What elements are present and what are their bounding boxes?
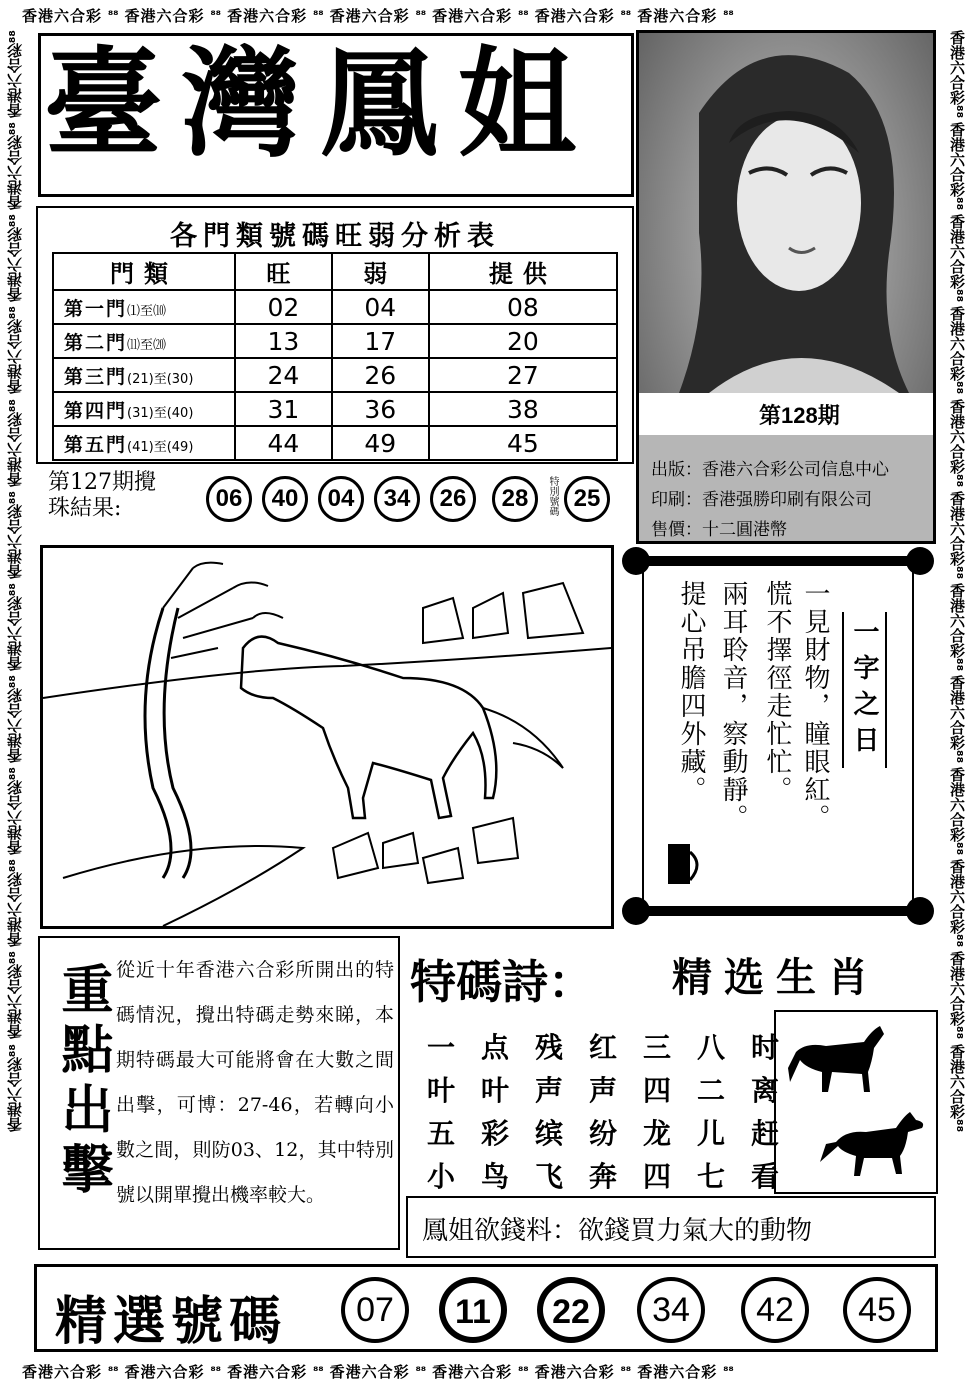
door-name: 第四門 <box>64 399 128 422</box>
riddle-box <box>406 1196 936 1258</box>
poem-char: 二 <box>696 1074 725 1107</box>
poem-char: 纷 <box>588 1117 617 1150</box>
border-phrase: 香港六合彩 <box>534 6 615 25</box>
border-phrase: 香港六合彩⁸⁸ <box>6 306 24 395</box>
selected-number-ball: 34 <box>637 1277 705 1343</box>
strong-cell: 31 <box>235 392 332 426</box>
poem-char: 鸟 <box>480 1160 509 1193</box>
poem-char: 儿 <box>696 1117 725 1150</box>
border-phrase: 香港六合彩⁸⁸ <box>6 582 24 671</box>
border-phrase: 香港六合彩⁸⁸ <box>6 398 24 487</box>
border-separator: ⁸⁸ <box>313 1364 324 1378</box>
border-phrase: 香港六合彩⁸⁸ <box>948 214 966 303</box>
poem-char: 四 <box>642 1160 671 1193</box>
poem-char: 飞 <box>534 1160 563 1193</box>
border-phrase: 香港六合彩⁸⁸ <box>6 951 24 1040</box>
border-phrase: 香港六合彩 <box>22 6 103 25</box>
border-phrase: 香港六合彩 <box>432 1362 513 1381</box>
door-name: 第五門 <box>64 433 128 456</box>
poem-line: 提心吊膽四外藏。 <box>676 580 706 804</box>
key-points-heading: 重點出擊 <box>52 962 113 1202</box>
border-separator: ⁸⁸ <box>723 1364 734 1378</box>
door-range: (31)至(40) <box>127 405 194 421</box>
door-cell <box>53 392 235 426</box>
poem-scroll <box>622 550 934 922</box>
door-range: ⑾至⒇ <box>127 337 167 353</box>
door-cell <box>53 324 235 358</box>
selected-numbers-label: 精選號碼 <box>55 1291 288 1352</box>
border-phrase: 香港六合彩 <box>124 6 205 25</box>
border-phrase: 香港六合彩 <box>637 1362 718 1381</box>
table-row <box>53 290 617 324</box>
horse-illustration <box>40 545 614 929</box>
table-header-row <box>53 253 617 290</box>
border-phrase: 香港六合彩⁸⁸ <box>6 859 24 948</box>
selected-number-ball: 42 <box>741 1277 809 1343</box>
border-phrase: 香港六合彩⁸⁸ <box>948 30 966 119</box>
zodiac-pick-label: 精选生肖 <box>672 954 880 1001</box>
poem-char: 点 <box>480 1031 509 1064</box>
border-phrase: 香港六合彩⁸⁸ <box>948 674 966 764</box>
door-name: 第一門 <box>64 297 128 320</box>
header-offer: 提供 <box>429 253 617 290</box>
weak-cell: 17 <box>332 324 429 358</box>
analysis-table-box <box>36 206 634 464</box>
border-separator: ⁸⁸ <box>415 8 427 22</box>
right-border-strip <box>942 30 972 1356</box>
border-phrase: 香港六合彩⁸⁸ <box>6 30 24 119</box>
poem-line: 一見財物，瞳眼紅。 <box>800 580 830 832</box>
poem-char: 奔 <box>588 1160 617 1193</box>
left-border-strip <box>0 30 30 1356</box>
border-phrase: 香港六合彩 <box>22 1362 103 1381</box>
poem-char: 五 <box>426 1117 455 1150</box>
border-phrase: 香港六合彩 <box>124 1362 205 1381</box>
cover-photo <box>636 30 936 544</box>
door-range: ⑴至⑽ <box>127 303 167 319</box>
bottom-border-strip <box>0 1356 972 1386</box>
selected-number-ball: 11 <box>439 1277 507 1343</box>
door-cell <box>53 358 235 392</box>
top-border-strip <box>0 0 972 30</box>
header-door: 門類 <box>53 253 235 290</box>
result-ball: 26 <box>430 476 476 522</box>
riddle-text: 鳳姐欲錢料：欲錢買力氣大的動物 <box>422 1216 813 1246</box>
scroll-knob <box>622 897 650 925</box>
border-phrase: 香港六合彩 <box>329 1362 410 1381</box>
title-underline <box>61 194 611 197</box>
special-result-ball: 25 <box>564 476 610 522</box>
border-phrase: 香港六合彩⁸⁸ <box>948 859 966 948</box>
selected-number-ball: 22 <box>537 1277 605 1343</box>
analysis-title: 各門類號碼旺弱分析表 <box>170 221 500 252</box>
border-phrase: 香港六合彩⁸⁸ <box>6 1043 24 1132</box>
weak-cell: 36 <box>332 392 429 426</box>
border-separator: ⁸⁸ <box>518 8 529 22</box>
door-name: 第三門 <box>64 365 128 388</box>
selected-number-ball: 45 <box>843 1277 911 1343</box>
selected-numbers-box <box>34 1264 938 1352</box>
border-separator: ⁸⁸ <box>313 8 324 22</box>
poem-char: 残 <box>534 1031 563 1064</box>
border-phrase: 香港六合彩 <box>227 1362 308 1381</box>
border-separator: ⁸⁸ <box>723 8 734 22</box>
poem-char: 声 <box>534 1074 563 1107</box>
border-separator: ⁸⁸ <box>620 8 632 22</box>
border-phrase: 香港六合彩⁸⁸ <box>948 582 966 671</box>
horse-drawing <box>43 548 611 926</box>
issue-number: 第128期 <box>759 403 840 428</box>
table-row <box>53 358 617 392</box>
strong-cell: 02 <box>235 290 332 324</box>
border-phrase: 香港六合彩⁸⁸ <box>948 398 966 487</box>
poem-char: 缤 <box>534 1117 563 1150</box>
poem-char: 声 <box>588 1074 617 1107</box>
border-phrase: 香港六合彩⁸⁸ <box>948 306 966 395</box>
door-range: (21)至(30) <box>127 371 194 387</box>
strong-cell: 24 <box>235 358 332 392</box>
strong-cell: 13 <box>235 324 332 358</box>
previous-label-line2: 珠結果: <box>48 496 122 521</box>
poem-char: 叶 <box>426 1074 455 1107</box>
poem-char: 赶 <box>750 1117 779 1150</box>
result-ball: 34 <box>374 476 420 522</box>
poem-char: 彩 <box>480 1117 509 1150</box>
offer-cell: 45 <box>429 426 617 460</box>
poem-char: 八 <box>696 1031 725 1064</box>
border-phrase: 香港六合彩 <box>432 6 513 25</box>
door-cell <box>53 426 235 460</box>
scroll-knob <box>906 897 934 925</box>
poem-char: 时 <box>750 1031 779 1064</box>
price-line: 售價：十二圓港幣 <box>651 520 787 540</box>
border-phrase: 香港六合彩⁸⁸ <box>6 214 24 303</box>
border-phrase: 香港六合彩 <box>637 6 718 25</box>
offer-cell: 20 <box>429 324 617 358</box>
key-points-box <box>38 936 400 1250</box>
border-phrase: 香港六合彩⁸⁸ <box>6 490 24 579</box>
result-ball: 06 <box>206 476 252 522</box>
border-phrase: 香港六合彩 <box>329 6 410 25</box>
page-title: 臺灣鳳姐 <box>43 34 596 173</box>
border-separator: ⁸⁸ <box>210 8 222 22</box>
door-name: 第二門 <box>64 331 128 354</box>
weak-cell: 04 <box>332 290 429 324</box>
border-phrase: 香港六合彩⁸⁸ <box>6 122 24 211</box>
previous-result-label <box>48 470 156 522</box>
result-ball: 40 <box>262 476 308 522</box>
offer-cell: 08 <box>429 290 617 324</box>
border-phrase: 香港六合彩⁸⁸ <box>948 767 966 856</box>
border-phrase: 香港六合彩⁸⁸ <box>948 490 966 579</box>
publisher-line: 出版：香港六合彩公司信息中心 <box>651 460 889 480</box>
table-row <box>53 324 617 358</box>
border-separator: ⁸⁸ <box>210 1364 222 1378</box>
border-separator: ⁸⁸ <box>108 1364 119 1378</box>
poem-char: 七 <box>696 1160 725 1193</box>
border-phrase: 香港六合彩 <box>227 6 308 25</box>
analysis-table <box>52 252 618 461</box>
poem-char: 红 <box>588 1031 617 1064</box>
border-separator: ⁸⁸ <box>620 1364 632 1378</box>
table-row <box>53 392 617 426</box>
seal-icon <box>666 842 706 886</box>
poem-char: 叶 <box>480 1074 509 1107</box>
key-points-text: 從近十年香港六合彩所開出的特碼情況，攪出特碼走勢來睇，本期特碼最大可能將會在大數之間出擊，可博：27-46，若轉向小數之間，則防03、12，其中特別號以開單攪出機率較大。 <box>116 959 394 1206</box>
offer-cell: 27 <box>429 358 617 392</box>
weak-cell: 26 <box>332 358 429 392</box>
special-number-tag: 特別號碼 <box>547 476 558 516</box>
border-separator: ⁸⁸ <box>415 1364 427 1378</box>
border-phrase: 香港六合彩⁸⁸ <box>948 122 966 211</box>
border-phrase: 香港六合彩⁸⁸ <box>948 951 966 1040</box>
border-phrase: 香港六合彩 <box>534 1362 615 1381</box>
special-code-label: 特碼詩： <box>410 955 594 1009</box>
previous-label-line1: 第127期攪 <box>48 470 156 495</box>
border-separator: ⁸⁸ <box>108 8 119 22</box>
poem-char: 看 <box>750 1160 779 1193</box>
border-phrase: 香港六合彩⁸⁸ <box>6 767 24 856</box>
dog-icon <box>820 1112 923 1176</box>
strong-cell: 44 <box>235 426 332 460</box>
zodiac-animals-box <box>774 1010 938 1194</box>
poem-line: 慌不擇徑走忙忙。 <box>762 580 792 804</box>
offer-cell: 38 <box>429 392 617 426</box>
poem-char: 龙 <box>642 1117 671 1150</box>
horse-and-dog-icons <box>776 1012 936 1192</box>
poem-heading: 一字之日 <box>842 612 887 768</box>
border-phrase: 香港六合彩⁸⁸ <box>948 1043 966 1132</box>
result-ball: 04 <box>318 476 364 522</box>
poem-char: 三 <box>642 1031 671 1064</box>
result-ball: 28 <box>492 476 538 522</box>
border-separator: ⁸⁸ <box>518 1364 529 1378</box>
poem-char: 一 <box>426 1031 455 1064</box>
special-code-poem-grid <box>414 1026 792 1198</box>
door-range: (41)至(49) <box>127 439 194 455</box>
door-cell <box>53 290 235 324</box>
poem-char: 小 <box>426 1160 455 1193</box>
weak-cell: 49 <box>332 426 429 460</box>
border-phrase: 香港六合彩⁸⁸ <box>6 674 24 764</box>
poem-line: 兩耳聆音，察動靜。 <box>718 580 748 832</box>
selected-number-ball: 07 <box>341 1277 409 1343</box>
horse-icon <box>788 1026 884 1092</box>
scroll-bottom-rod <box>630 906 926 916</box>
table-row <box>53 426 617 460</box>
printer-line: 印刷：香港强勝印刷有限公司 <box>651 490 872 510</box>
header-strong: 旺 <box>235 253 332 290</box>
poem-char: 四 <box>642 1074 671 1107</box>
header-weak: 弱 <box>332 253 429 290</box>
poem-char: 离 <box>750 1074 779 1107</box>
